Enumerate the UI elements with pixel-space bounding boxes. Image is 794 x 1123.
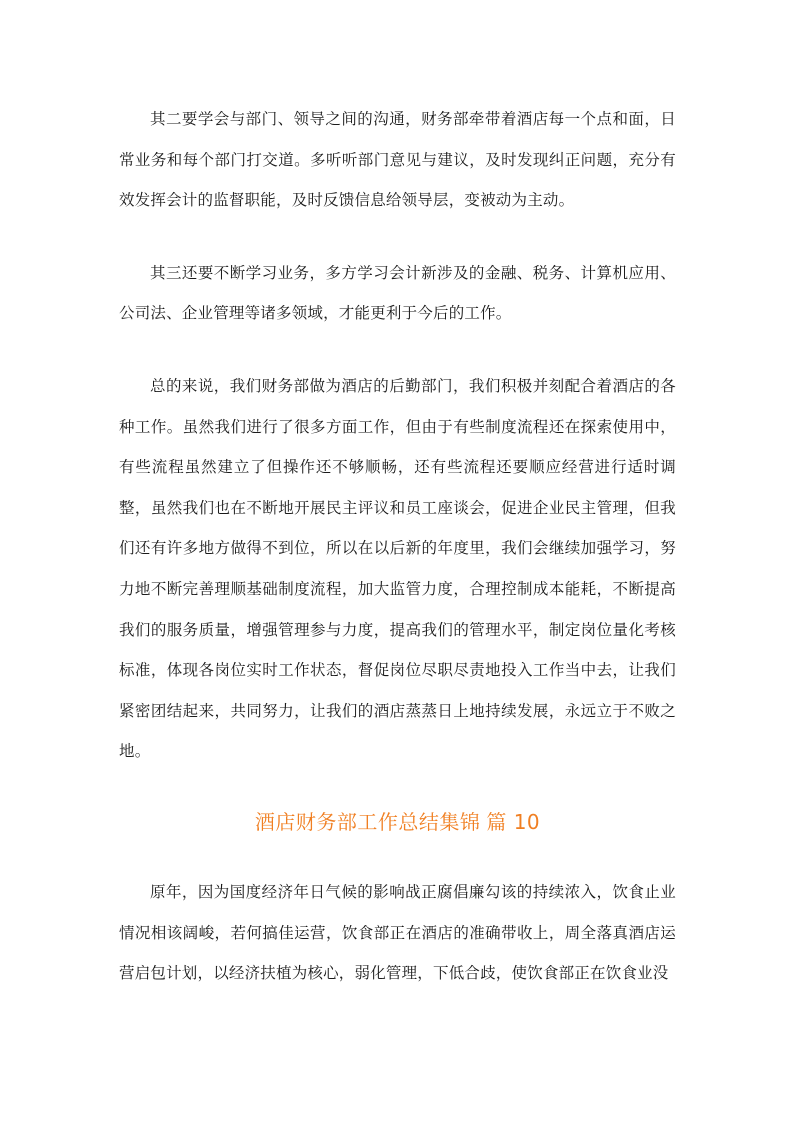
paragraph-communication: 其二要学会与部门、领导之间的沟通，财务部牵带着酒店每一个点和面，日常业务和每个部门打交道。多听听部门意见与建议，及时发现纠正问题，充分有效发挥会计的监督职能，及时反馈信息给领导层，变被动为主动。: [119, 110, 676, 210]
paragraph-section-intro: 原年，因为国度经济年日气候的影响战正腐倡廉勾该的持续浓入，饮食止业情况相该阔峻，若何搞佳运营，饮食部正在酒店的准确带收上，周全落真酒店运营启包计划，以经济扶植为核心，弱化管理，下低合歧，使饮食部正在饮食业没: [119, 882, 676, 983]
paragraph-spacer: [119, 221, 676, 253]
document-body: [119, 99, 676, 994]
section-title-text: 酒店财务部工作总结集锦: [254, 809, 481, 834]
section-title: [119, 802, 676, 842]
paragraph-summary: 总的来说，我们财务部做为酒店的后勤部门，我们积极并刻配合着酒店的各种工作。虽然我们进行了很多方面工作，但由于有些制度流程还在探索使用中，有些流程虽然建立了但操作还不够顺畅，还有些流程还要顺应经营进行适时调整，虽然我们也在不断地开展民主评议和员工座谈会，促进企业民主管理，但我们还有许多地方做得不到位，所以在以后新的年度里，我们会继续加强学习，努力地不断完善理顺基础制度流程，加大监管力度，合理控制成本能耗，不断提高我们的服务质量，增强管理参与力度，提高我们的管理水平，制定岗位量化考核标准，体现各岗位实时工作状态，督促岗位尽职尽责地投入工作当中去，让我们紧密团结起来，共同努力，让我们的酒店蒸蒸日上地持续发展，永远立于不败之地。: [119, 376, 676, 761]
paragraph-learning: 其三还要不断学习业务，多方学习会计新涉及的金融、税务、计算机应用、公司法、企业管理等诸多领域，才能更利于今后的工作。: [119, 263, 676, 323]
paragraph-spacer: [119, 842, 676, 872]
section-title-number: 篇 10: [486, 809, 541, 834]
paragraph-spacer: [119, 334, 676, 366]
paragraph-spacer: [119, 772, 676, 802]
